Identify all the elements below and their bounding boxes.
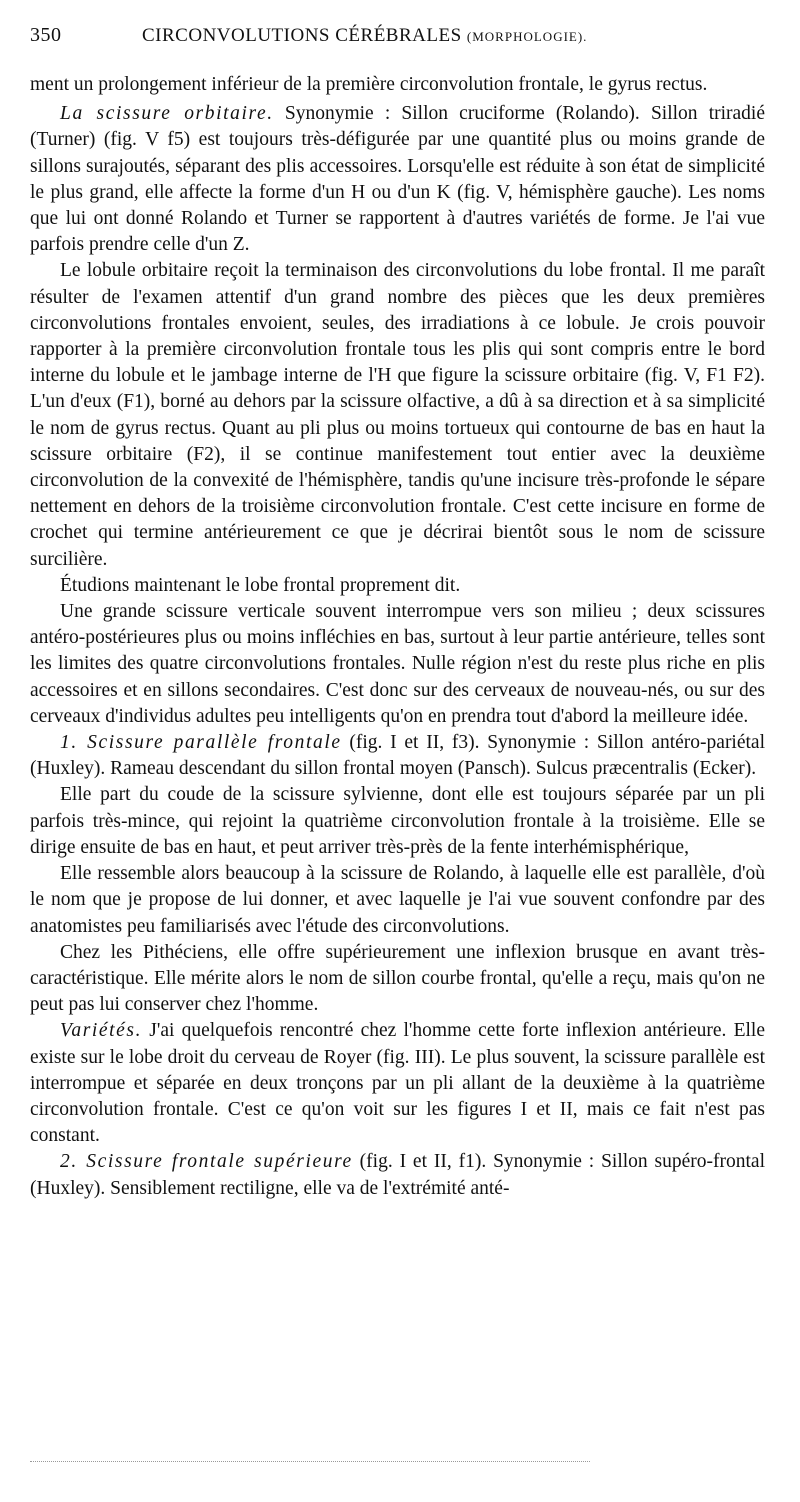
running-header	[30, 24, 765, 72]
paragraph-text: Une grande scissure verticale souvent interrompue vers son milieu ; deux scissures antéro-postérieures plus ou moins infléchies en bas, surtout à leur partie antérieure, telles sont les limites des quatre circonvolutions frontales. Nulle région n'est du reste plus riche en plis accessoires et en sillons secondaires. C'est donc sur des cerveaux de nouveau-nés, ou sur des cerveaux d'individus adultes peu intelligents qu'on en prendra tout d'abord la meilleure idée.	[30, 601, 765, 727]
header-subtitle: (MORPHOLOGIE).	[466, 29, 588, 44]
paragraph-lobule-orbitaire	[30, 258, 765, 572]
running-title	[142, 25, 765, 47]
paragraph-ressemble-rolando	[30, 861, 765, 940]
paragraph-coude-sylvienne	[30, 782, 765, 861]
footer-rule	[30, 1461, 590, 1462]
paragraph-text: Elle ressemble alors beaucoup à la scissure de Rolando, à laquelle elle est parallèle, d'où le nom que je propose de lui donner, et avec laquelle je l'ai vue souvent confondre par des anatomistes peu familiarisés avec l'étude des circonvolutions.	[30, 863, 765, 937]
paragraph-varietes	[30, 1018, 765, 1149]
paragraph-text: Elle part du coude de la scissure sylvienne, dont elle est toujours séparée par un pli parfois très-mince, qui rejoint la quatrième circonvolution frontale à la troisième. Elle se dirige ensuite de bas en haut, et peut arriver très-près de la fente interhémisphérique,	[30, 784, 765, 858]
paragraph-scissure-parallele-frontale	[30, 730, 765, 782]
section-heading: 2. Scissure frontale supérieure	[60, 1151, 353, 1173]
section-heading: Variétés.	[60, 1020, 143, 1042]
paragraph-limites-circonvolutions	[30, 599, 765, 730]
paragraph-text: (fig. I et II, f3). Synonymie : Sillon antéro-pariétal (Huxley). Rameau descendant du sillon frontal moyen (Pansch). Sulcus præcentralis (Ecker).	[30, 732, 766, 780]
paragraph-text: J'ai quelquefois rencontré chez l'homme cette forte inflexion antérieure. Elle existe sur le lobe droit du cerveau de Royer (fig. III). Le plus souvent, la scissure parallèle est interrompue et séparée en deux tronçons par un pli allant de la deuxième à la quatrième circonvolution frontale. C'est ce qu'on voit sur les figures I et II, mais ce fait n'est pas constant.	[30, 1020, 765, 1147]
paragraph-lobe-frontal-intro	[30, 573, 765, 599]
paragraph-text: ment un prolongement inférieur de la première circonvolution frontale, le gyrus rectus.	[30, 74, 708, 95]
page	[30, 24, 765, 1202]
paragraph-text: Le lobule orbitaire reçoit la terminaison des circonvolutions du lobe frontal. Il me paraît résulter de l'examen attentif d'un grand nombre des pièces que les deux premières circonvolutions frontales envoient, seules, des irradiations à ce lobule. Je crois pouvoir rapporter à la première circonvolution frontale tous les plis qui sont compris entre le bord interne du lobule et le jambage interne de l'H que figure la scissure orbitaire (fig. V, F1 F2). L'un d'eux (F1), borné au dehors par la scissure olfactive, a dû à sa direction et à sa simplicité le nom de gyrus rectus. Quant au pli plus ou moins tortueux qui contourne de bas en haut la scissure orbitaire (F2), il se continue manifestement tout entier avec la deuxième circonvolution de la convexité de l'hémisphère, tandis qu'une incisure très-profonde le sépare nettement en dehors de la troisième circonvolution frontale. C'est cette incisure en forme de crochet qui termine antérieurement ce que je décrirai bientôt sous le nom de scissure surcilière.	[30, 260, 765, 570]
page-number: 350	[30, 24, 62, 46]
paragraph-text: Chez les Pithéciens, elle offre supérieurement une inflexion brusque en avant très-caractéristique. Elle mérite alors le nom de sillon courbe frontal, qu'elle a reçu, mais qu'on ne peut pas lui conserver chez l'homme.	[30, 941, 765, 1016]
paragraph-pitheciens	[30, 940, 765, 1019]
section-heading: La scissure orbitaire.	[60, 103, 274, 125]
header-title: CIRCONVOLUTIONS CÉRÉBRALES	[142, 25, 462, 46]
paragraph-scissure-frontale-superieure	[30, 1149, 765, 1201]
paragraph-text: Synonymie : Sillon cruciforme (Rolando). Sillon triradié (Turner) (fig. V f5) est toujours très-défigurée par une quantité plus ou moins grande de sillons surajoutés, séparant des plis accessoires. Lorsqu'elle est réduite à son état de simplicité le plus grand, elle affecte la forme d'un H ou d'un K (fig. V, hémisphère gauche). Les noms que lui ont donné Rolando et Turner se rapportent à d'autres variétés de forme. Je l'ai vue parfois prendre celle d'un Z.	[30, 103, 765, 256]
paragraph-text: (fig. I et II, f1). Synonymie : Sillon supéro-frontal (Huxley). Sensiblement rectiligne, elle va de l'extrémité anté-	[30, 1151, 765, 1199]
paragraph-text: Étudions maintenant le lobe frontal proprement dit.	[60, 574, 461, 596]
paragraph-scissure-orbitaire	[30, 101, 765, 258]
paragraph-gyrus-rectus-continuation	[30, 72, 765, 98]
section-heading: 1. Scissure parallèle frontale	[60, 732, 342, 754]
